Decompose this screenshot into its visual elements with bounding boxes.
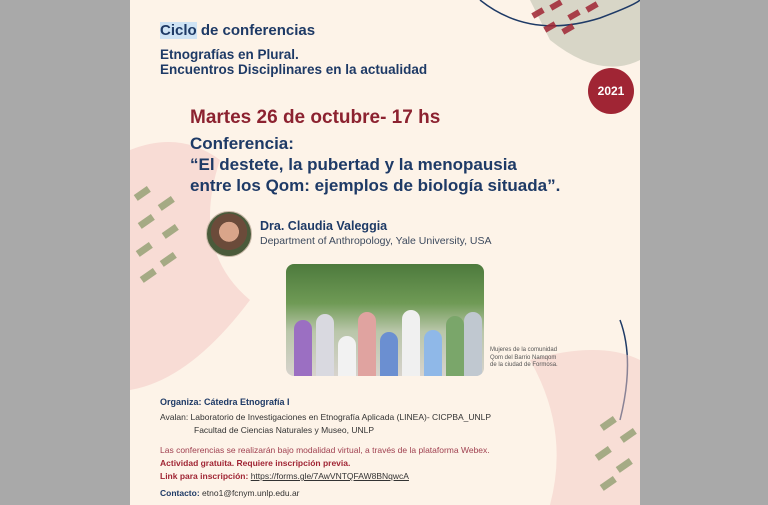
endorsers-line1: Avalan: Laboratorio de Investigaciones en Etnografía Aplicada (LINEA)- CICPBA_UNLP [160, 412, 492, 422]
photo-figure [446, 316, 464, 376]
contact-label: Contacto: [160, 488, 200, 498]
registration-link-row [160, 471, 409, 481]
registration-link[interactable]: https://forms.gle/7AwVNTQFAW8BNqwcA [250, 471, 409, 481]
photo-figure [402, 310, 420, 376]
group-photo [286, 264, 484, 376]
virtual-note: Las conferencias se realizarán bajo modalidad virtual, a través de la plataforma Webex. [160, 445, 490, 455]
conference-title [190, 133, 560, 196]
sage-shape-top-right [530, 0, 640, 67]
photo-figure [294, 320, 312, 376]
series-subtitle-line1: Etnografías en Plural. [160, 47, 299, 62]
photo-figure [424, 330, 442, 376]
photo-figure [464, 312, 482, 376]
endorsers-line2: Facultad de Ciencias Naturales y Museo, UNLP [194, 425, 374, 435]
conference-title-line1: “El destete, la pubertad y la menopausia [190, 155, 517, 174]
photo-caption [490, 347, 580, 370]
series-subtitle-line2: Encuentros Disciplinares en la actualidad [160, 62, 428, 77]
photo-figure [358, 312, 376, 376]
pink-brush-shape-right [530, 350, 640, 505]
photo-caption-line1: Mujeres de la comunidad [490, 347, 558, 353]
contact-email[interactable]: etno1@fcnym.unlp.edu.ar [202, 488, 300, 498]
photo-figure [338, 336, 356, 376]
series-title-rest: de conferencias [196, 22, 316, 39]
conference-title-line2: entre los Qom: ejemplos de biología situada”. [190, 176, 561, 195]
photo-figure [380, 332, 398, 376]
speaker-avatar [206, 211, 252, 257]
registration-link-label: Link para inscripción: [160, 471, 249, 481]
photo-caption-line3: de la ciudad de Formosa. [490, 362, 558, 368]
organizer: Organiza: Cátedra Etnografía I [160, 397, 290, 407]
contact-row [160, 488, 300, 498]
conference-label: Conferencia: [190, 134, 294, 153]
photo-figure [316, 314, 334, 376]
conference-poster [130, 0, 640, 505]
series-subtitle [160, 47, 427, 77]
free-activity-note: Actividad gratuita. Requiere inscripción previa. [160, 458, 351, 468]
photo-caption-line2: Qom del Barrio Namqom [490, 354, 557, 361]
speaker-name: Dra. Claudia Valeggia [260, 219, 388, 233]
event-date: Martes 26 de octubre- 17 hs [190, 107, 441, 128]
series-title-highlight: Ciclo [160, 22, 197, 39]
series-title [160, 22, 315, 39]
speaker-affiliation: Department of Anthropology, Yale University, USA [260, 235, 492, 247]
year-badge: 2021 [588, 68, 634, 114]
